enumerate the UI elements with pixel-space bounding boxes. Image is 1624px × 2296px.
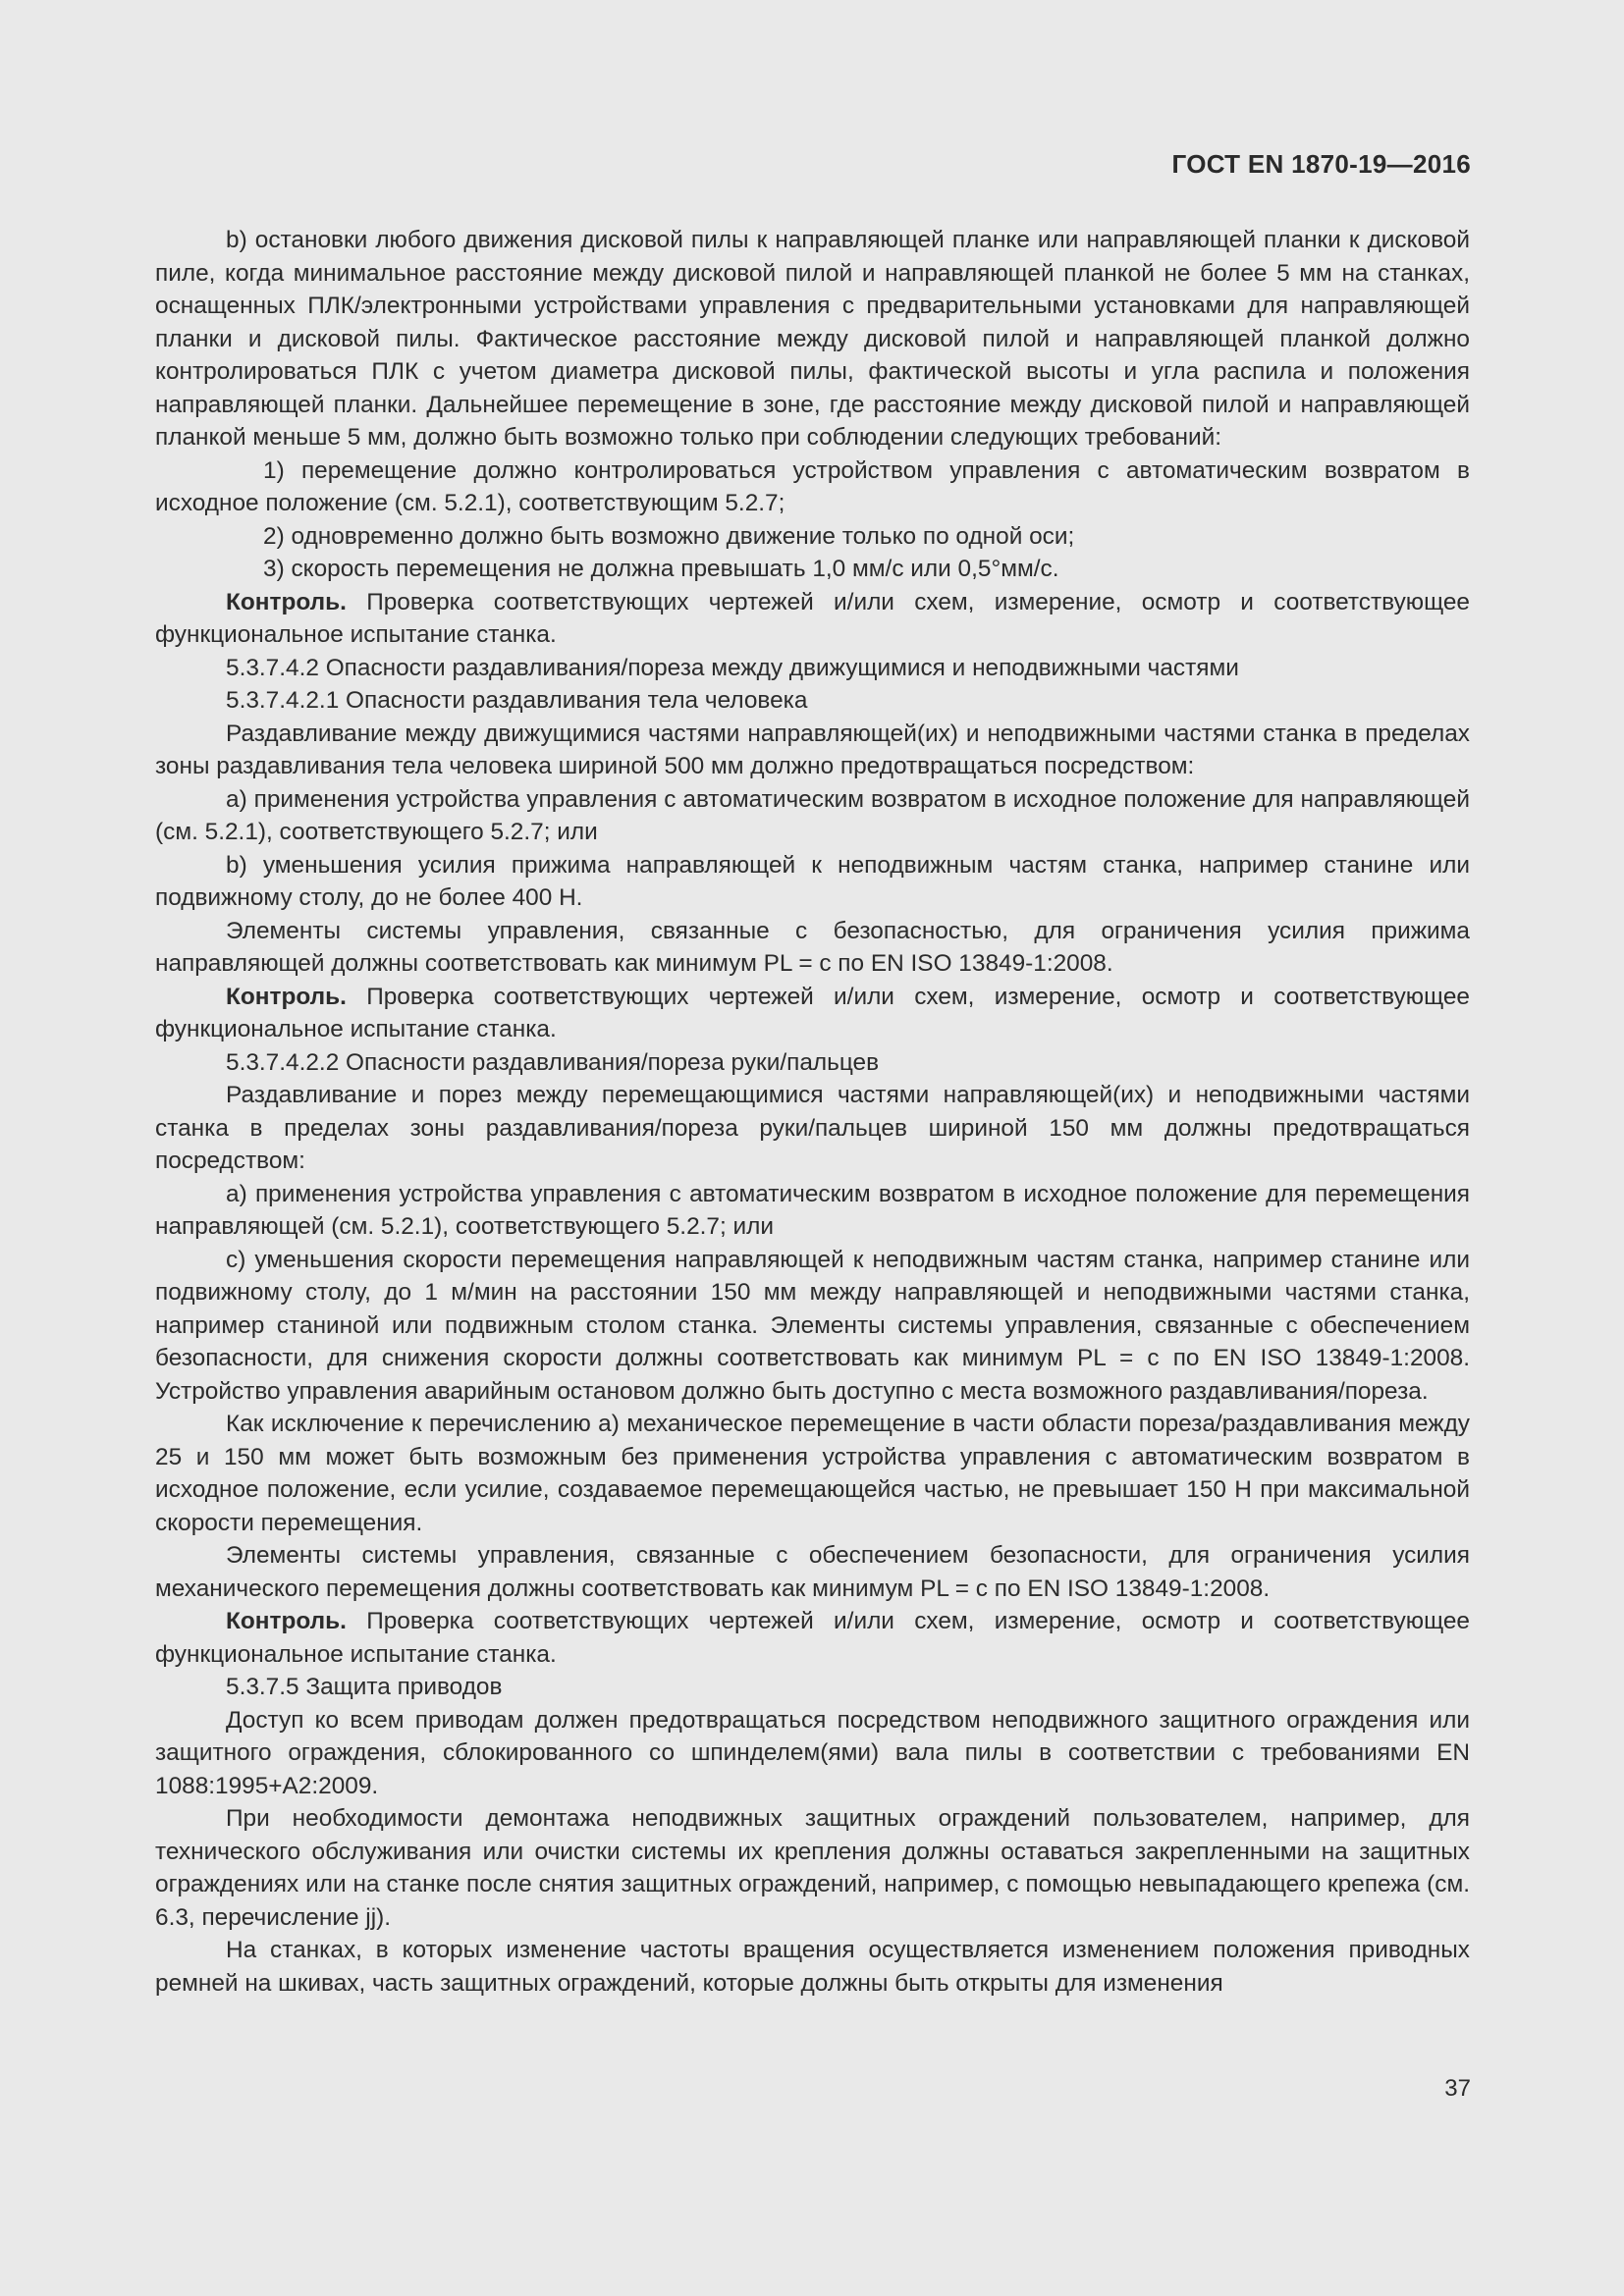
list-item: b) уменьшения усилия прижима направляющей к неподвижным частям станка, например станине или подвижному столу, до не более 400 Н.: [155, 851, 1470, 911]
control-paragraph: Контроль. Проверка соответствующих чертежей и/или схем, измерение, осмотр и соответствующее функциональное испытание станка.: [155, 983, 1470, 1042]
paragraph: При необходимости демонтажа неподвижных защитных ограждений пользователем, например, для технического обслуживания или очистки системы их крепления должны оставаться закрепленными на защитных ограждениях или на станке после снятия защитных ограждений, например, с помощью невыпадающего крепежа (см. 6.3, перечисление jj).: [155, 1805, 1470, 1931]
list-item: b) остановки любого движения дисковой пилы к направляющей планке или направляющей планки к дисковой пиле, когда минимальное расстояние между дисковой пилой и направляющей планкой не более 5 мм на станках, оснащенных ПЛК/электронными устройствами управления с предварительными установками для направляющей планки и дисковой пилы. Фактическое расстояние между дисковой пилой и направляющей планкой должно контролироваться ПЛК с учетом диаметра дисковой пилы, фактической высоты и угла распила и положения направляющей планки. Дальнейшее перемещение в зоне, где расстояние между дисковой пилой и направляющей планкой меньше 5 мм, должно быть возможно только при соблюдении следующих требований:: [155, 227, 1470, 451]
paragraph: Как исключение к перечислению a) механическое перемещение в части области пореза/раздавливания между 25 и 150 мм может быть возможным без применения устройства управления с автоматическим возвратом в исходное положение, если усилие, создаваемое перемещающейся частью, не превышает 150 Н при максимальной скорости перемещения.: [155, 1411, 1470, 1536]
document-body: [155, 224, 1470, 2000]
paragraph: Раздавливание между движущимися частями направляющей(их) и неподвижными частями станка в пределах зоны раздавливания тела человека шириной 500 мм должно предотвращаться посредством:: [155, 720, 1470, 779]
list-item: c) уменьшения скорости перемещения направляющей к неподвижным частям станка, например станине или подвижному столу, до 1 м/мин на расстоянии 150 мм между направляющей и неподвижными частями станка, например станиной или подвижным столом станка. Элементы системы управления, связанные с обеспечением безопасности, для снижения скорости должны соответствовать как минимум PL = c по EN ISO 13849-1:2008. Устройство управления аварийным остановом должно быть доступно с места возможного раздавливания/пореза.: [155, 1246, 1470, 1405]
sub-list-item: 3) скорость перемещения не должна превышать 1,0 мм/с или 0,5°мм/с.: [263, 556, 1059, 582]
document-header: ГОСТ EN 1870-19—2016: [1171, 149, 1471, 179]
control-paragraph: Контроль. Проверка соответствующих чертежей и/или схем, измерение, осмотр и соответствующее функциональное испытание станка.: [155, 588, 1470, 648]
control-label: Контроль.: [226, 983, 347, 1010]
list-item: a) применения устройства управления с автоматическим возвратом в исходное положение для направляющей (см. 5.2.1), соответствующего 5.2.7; или: [155, 785, 1470, 845]
section-heading: 5.3.7.4.2 Опасности раздавливания/пореза между движущимися и неподвижными частями: [226, 654, 1239, 681]
sub-list-item: 2) одновременно должно быть возможно движение только по одной оси;: [263, 522, 1075, 550]
section-heading: 5.3.7.5 Защита приводов: [226, 1674, 503, 1700]
paragraph: Доступ ко всем приводам должен предотвращаться посредством неподвижного защитного ограждения или защитного ограждения, сблокированного со шпинделем(ями) вала пилы в соответствии с требованиями EN 1088:1995+A2:2009.: [155, 1706, 1470, 1799]
page-number: 37: [1444, 2075, 1471, 2102]
paragraph: На станках, в которых изменение частоты вращения осуществляется изменением положения приводных ремней на шкивах, часть защитных ограждений, которые должны быть открыты для изменения: [155, 1937, 1470, 1997]
control-label: Контроль.: [226, 1608, 347, 1634]
list-item: a) применения устройства управления с автоматическим возвратом в исходное положение для перемещения направляющей (см. 5.2.1), соответствующего 5.2.7; или: [155, 1180, 1470, 1240]
control-paragraph: Контроль. Проверка соответствующих чертежей и/или схем, измерение, осмотр и соответствующее функциональное испытание станка.: [155, 1608, 1470, 1668]
paragraph: Раздавливание и порез между перемещающимися частями направляющей(их) и неподвижными частями станка в пределах зоны раздавливания/пореза руки/пальцев шириной 150 мм должны предотвращаться посредством:: [155, 1082, 1470, 1174]
control-label: Контроль.: [226, 588, 347, 615]
section-heading: 5.3.7.4.2.2 Опасности раздавливания/пореза руки/пальцев: [226, 1048, 880, 1076]
paragraph: Элементы системы управления, связанные с безопасностью, для ограничения усилия прижима направляющей должны соответствовать как минимум PL = c по EN ISO 13849-1:2008.: [155, 917, 1470, 977]
sub-list-item: 1) перемещение должно контролироваться устройством управления с автоматическим возвратом в исходное положение (см. 5.2.1), соответствующим 5.2.7;: [155, 456, 1470, 516]
section-heading: 5.3.7.4.2.1 Опасности раздавливания тела человека: [226, 687, 808, 714]
paragraph: Элементы системы управления, связанные с обеспечением безопасности, для ограничения усилия механического перемещения должны соответствовать как минимум PL = c по EN ISO 13849-1:2008.: [155, 1542, 1470, 1602]
